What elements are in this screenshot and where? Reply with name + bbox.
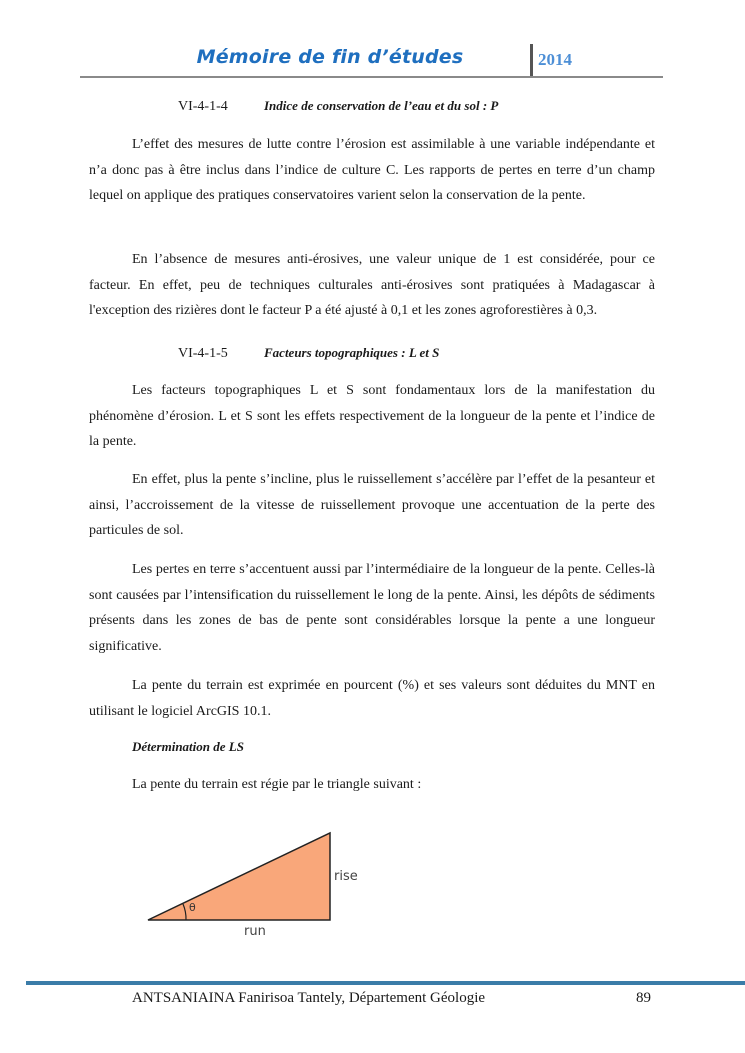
header-title: Mémoire de fin d’études: [196, 46, 464, 68]
run-label: run: [244, 924, 266, 939]
section-heading-p: [178, 98, 498, 115]
section-heading-ls: [178, 345, 439, 362]
header-year: 2014: [538, 50, 572, 69]
section-number: VI-4-1-4: [178, 99, 228, 114]
angle-label: θ: [189, 901, 196, 914]
footer-rule: [26, 981, 745, 985]
rise-label: rise: [334, 869, 358, 884]
page-number: 89: [636, 990, 651, 1006]
slope-triangle: [148, 833, 330, 920]
header-rule: [80, 76, 663, 78]
header-divider: [530, 44, 533, 76]
slope-triangle-figure: [140, 825, 370, 940]
paragraph-5: Les pertes en terre s’accentuent aussi par l’intermédiaire de la longueur de la pente. Celles-là sont causées par l’intensification du ruissellement le long de la pente. Ainsi, les dépôts de sédiments présents dans les zones de bas de pente sont considérables lorsque la pente a une longueur significative.: [89, 562, 655, 654]
footer-author: ANTSANIAINA Fanirisoa Tantely, Département Géologie: [132, 990, 486, 1006]
section-title: Indice de conservation de l’eau et du sol : P: [264, 98, 499, 113]
paragraph-1: L’effet des mesures de lutte contre l’érosion est assimilable à une variable indépendante et n’a donc pas à être inclus dans l’indice de culture C. Les rapports de pertes en terre d’un champ lequel on applique des pratiques conservatoires varient selon la conservation de la pente.: [89, 137, 655, 203]
paragraph-4: En effet, plus la pente s’incline, plus le ruissellement s’accélère par l’effet de la pesanteur et ainsi, l’accroissement de la vitesse de ruissellement provoque une accentuation de la perte des particules de sol.: [89, 472, 655, 538]
paragraph-6: La pente du terrain est exprimée en pourcent (%) et ses valeurs sont déduites du MNT en utilisant le logiciel ArcGIS 10.1.: [89, 678, 655, 719]
figure-intro: La pente du terrain est régie par le triangle suivant :: [132, 777, 422, 792]
section-number: VI-4-1-5: [178, 346, 228, 361]
paragraph-2: En l’absence de mesures anti-érosives, une valeur unique de 1 est considérée, pour ce facteur. En effet, peu de techniques culturales anti-érosives sont pratiquées à Madagascar à l'exception des rizières dont le facteur P a été ajusté à 0,1 et les zones agroforestières à 0,3.: [89, 252, 655, 318]
section-title: Facteurs topographiques : L et S: [264, 345, 440, 360]
subheading: Détermination de LS: [132, 739, 244, 754]
paragraph-3: Les facteurs topographiques L et S sont fondamentaux lors de la manifestation du phénomène d’érosion. L et S sont les effets respectivement de la longueur de la pente et l’indice de la pente.: [89, 383, 655, 449]
